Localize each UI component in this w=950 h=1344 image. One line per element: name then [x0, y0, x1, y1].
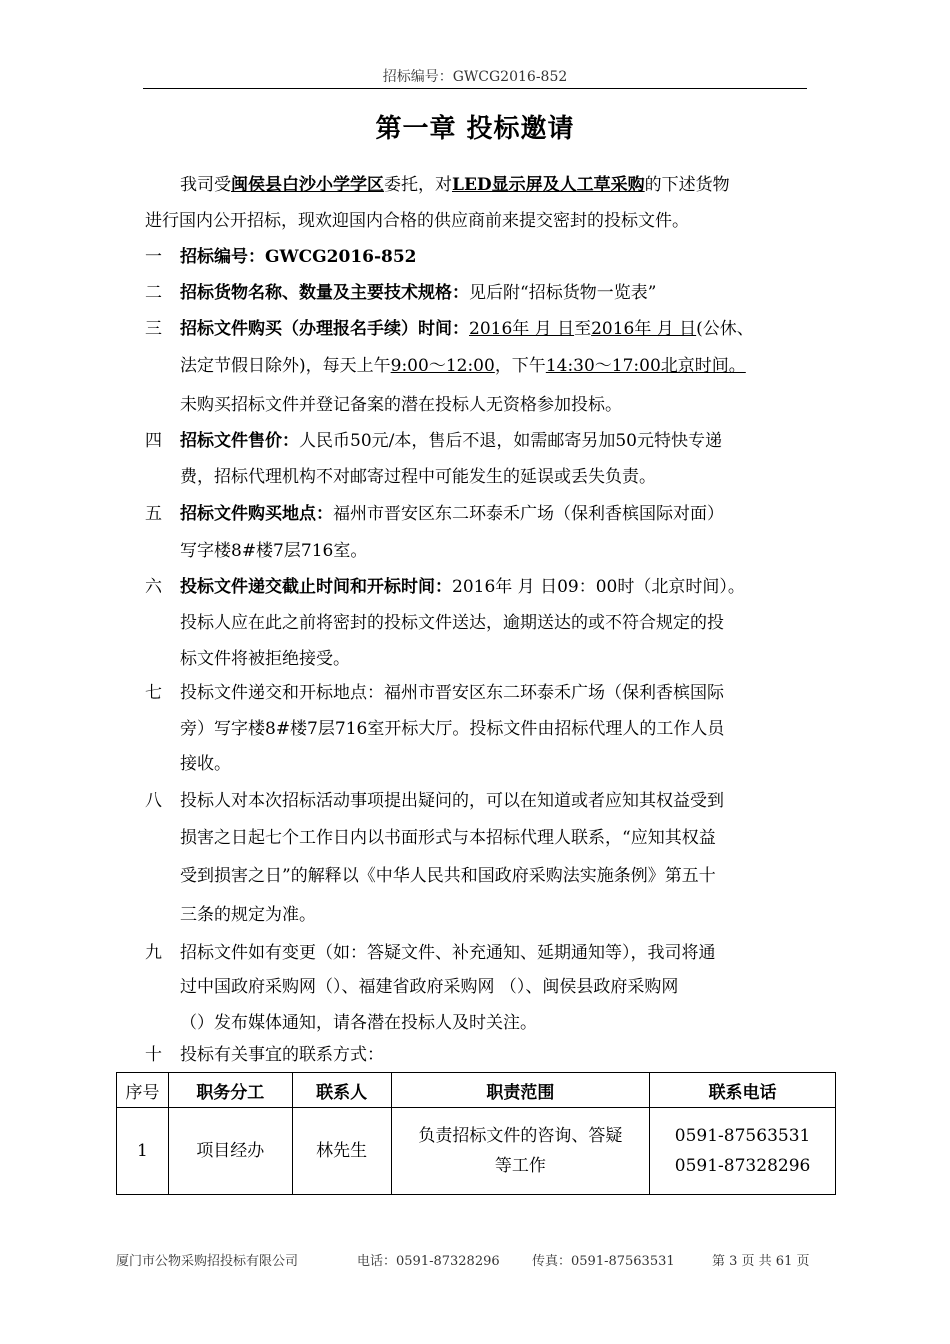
footer-page: 第 3 页 共 61 页: [712, 1254, 810, 1269]
intro-line-2: 进行国内公开招标，现欢迎国内合格的供应商前来提交密封的投标文件。: [145, 211, 689, 231]
item-7-line-3: 接收。: [180, 754, 231, 774]
footer-fax: 传真：0591-87563531: [532, 1254, 675, 1269]
header-person: 联系人: [292, 1073, 391, 1108]
item-number: 七: [145, 683, 162, 703]
item-7-line-2: 旁）写字楼8#楼7层716室开标大厅。投标文件由招标代理人的工作人员: [180, 719, 725, 739]
item-8-line-3: 受到损害之日”的解释以《中华人民共和国政府采购法实施条例》第五十: [180, 866, 716, 886]
item-6-line-2: 投标人应在此之前将密封的投标文件送达，逾期送达的或不符合规定的投: [180, 613, 724, 633]
footer-tel: 电话：0591-87328296: [357, 1254, 500, 1269]
cell-scope: 负责招标文件的咨询、答疑 等工作: [391, 1108, 650, 1195]
cell-person: 林先生: [292, 1108, 391, 1195]
header-rule: [143, 88, 807, 89]
footer-company: 厦门市公物采购招投标有限公司: [116, 1254, 299, 1269]
item-2-text: 招标货物名称、数量及主要技术规格：见后附“招标货物一览表”: [180, 283, 657, 303]
client-name: 闽侯县白沙小学学区: [231, 175, 384, 195]
item-number: 二: [145, 283, 162, 303]
item-number: 六: [145, 577, 162, 597]
table-header-row: [117, 1073, 836, 1108]
cell-role: 项目经办: [168, 1108, 292, 1195]
item-6-line-1: 投标文件递交截止时间和开标时间：2016年 月 日09：00时（北京时间）。: [180, 577, 745, 597]
table-row: [117, 1108, 836, 1195]
header-phone: 联系电话: [650, 1073, 836, 1108]
item-3-line-3: 未购买招标文件并登记备案的潜在投标人无资格参加投标。: [180, 395, 622, 415]
project-name: LED显示屏及人工草采购: [452, 175, 645, 195]
item-8-line-1: 投标人对本次招标活动事项提出疑问的，可以在知道或者应知其权益受到: [180, 791, 724, 811]
cell-no: 1: [117, 1108, 169, 1195]
page-header: 招标编号：GWCG2016-852: [382, 69, 568, 85]
contact-table: [116, 1072, 836, 1195]
item-5-line-1: 招标文件购买地点：福州市晋安区东二环泰禾广场（保利香槟国际对面）: [180, 504, 724, 524]
item-number: 三: [145, 319, 162, 339]
item-6-line-3: 标文件将被拒绝接受。: [180, 649, 350, 669]
item-number: 九: [145, 943, 162, 963]
item-10-line-1: 投标有关事宜的联系方式：: [180, 1045, 384, 1065]
item-4-line-1: 招标文件售价：人民币50元/本，售后不退，如需邮寄另加50元特快专递: [180, 431, 722, 451]
item-3-line-1: 招标文件购买（办理报名手续）时间：2016年 月 日至2016年 月 日(公休、: [180, 319, 754, 339]
item-number: 十: [145, 1045, 162, 1065]
item-number: 五: [145, 504, 162, 524]
intro-line-1: 我司受闽侯县白沙小学学区委托，对LED显示屏及人工草采购的下述货物: [180, 175, 730, 195]
item-number: 八: [145, 791, 162, 811]
item-8-line-4: 三条的规定为准。: [180, 905, 316, 925]
item-9-line-2: 过中国政府采购网（）、福建省政府采购网 （）、闽侯县政府采购网: [180, 977, 679, 997]
item-number: 四: [145, 431, 162, 451]
item-7-line-1: 投标文件递交和开标地点：福州市晋安区东二环泰禾广场（保利香槟国际: [180, 683, 724, 703]
item-3-line-2: 法定节假日除外)，每天上午9:00～12:00，下午14:30～17:00北京时间。: [180, 356, 746, 376]
item-9-line-3: （）发布媒体通知，请各潜在投标人及时关注。: [180, 1013, 537, 1033]
header-role: 职务分工: [168, 1073, 292, 1108]
item-1-text: 招标编号：GWCG2016-852: [180, 247, 417, 267]
item-number: 一: [145, 247, 162, 267]
header-scope: 职责范围: [391, 1073, 650, 1108]
item-5-line-2: 写字楼8#楼7层716室。: [180, 541, 368, 561]
header-no: 序号: [117, 1073, 169, 1108]
item-4-line-2: 费，招标代理机构不对邮寄过程中可能发生的延误或丢失负责。: [180, 467, 656, 487]
item-9-line-1: 招标文件如有变更（如：答疑文件、补充通知、延期通知等），我司将通: [180, 943, 716, 963]
item-8-line-2: 损害之日起七个工作日内以书面形式与本招标代理人联系，“应知其权益: [180, 828, 716, 848]
cell-phone: 0591-87563531 0591-87328296: [650, 1108, 836, 1195]
chapter-title: 第一章 投标邀请: [375, 114, 575, 144]
